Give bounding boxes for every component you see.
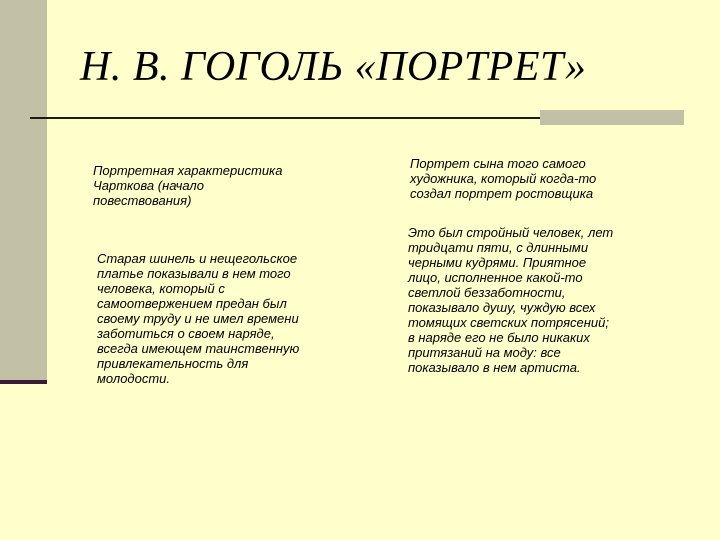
left-decor-bar <box>0 0 47 383</box>
right-column-body: Это был стройный человек, лет тридцати пяти, с длинными черными кудрями. Приятное лицо, исполненное какой-то светлой беззаботности, показывало душу, чуждую всех томящих светских потрясений; в наряде его не было никаких притязаний на моду: все показывало в нем артиста. <box>408 225 614 375</box>
slide-title: Н. В. ГОГОЛЬ «ПОРТРЕТ» <box>80 44 587 90</box>
title-divider-line <box>30 117 542 119</box>
title-divider-block <box>540 110 684 125</box>
right-column-heading: Портрет сына того самого художника, который когда-то создал портрет ростовщика <box>410 156 597 201</box>
left-column-body: Старая шинель и нещегольское платье показывали в нем того человека, который с самоотвержением предан был своему труду и не имел времени заботиться о своем наряде, всегда имеющем таинственную привлекательность для молодости. <box>97 251 300 386</box>
left-column-heading: Портретная характеристика Чарткова (начало повествования) <box>93 163 283 208</box>
left-decor-underline <box>0 380 47 384</box>
